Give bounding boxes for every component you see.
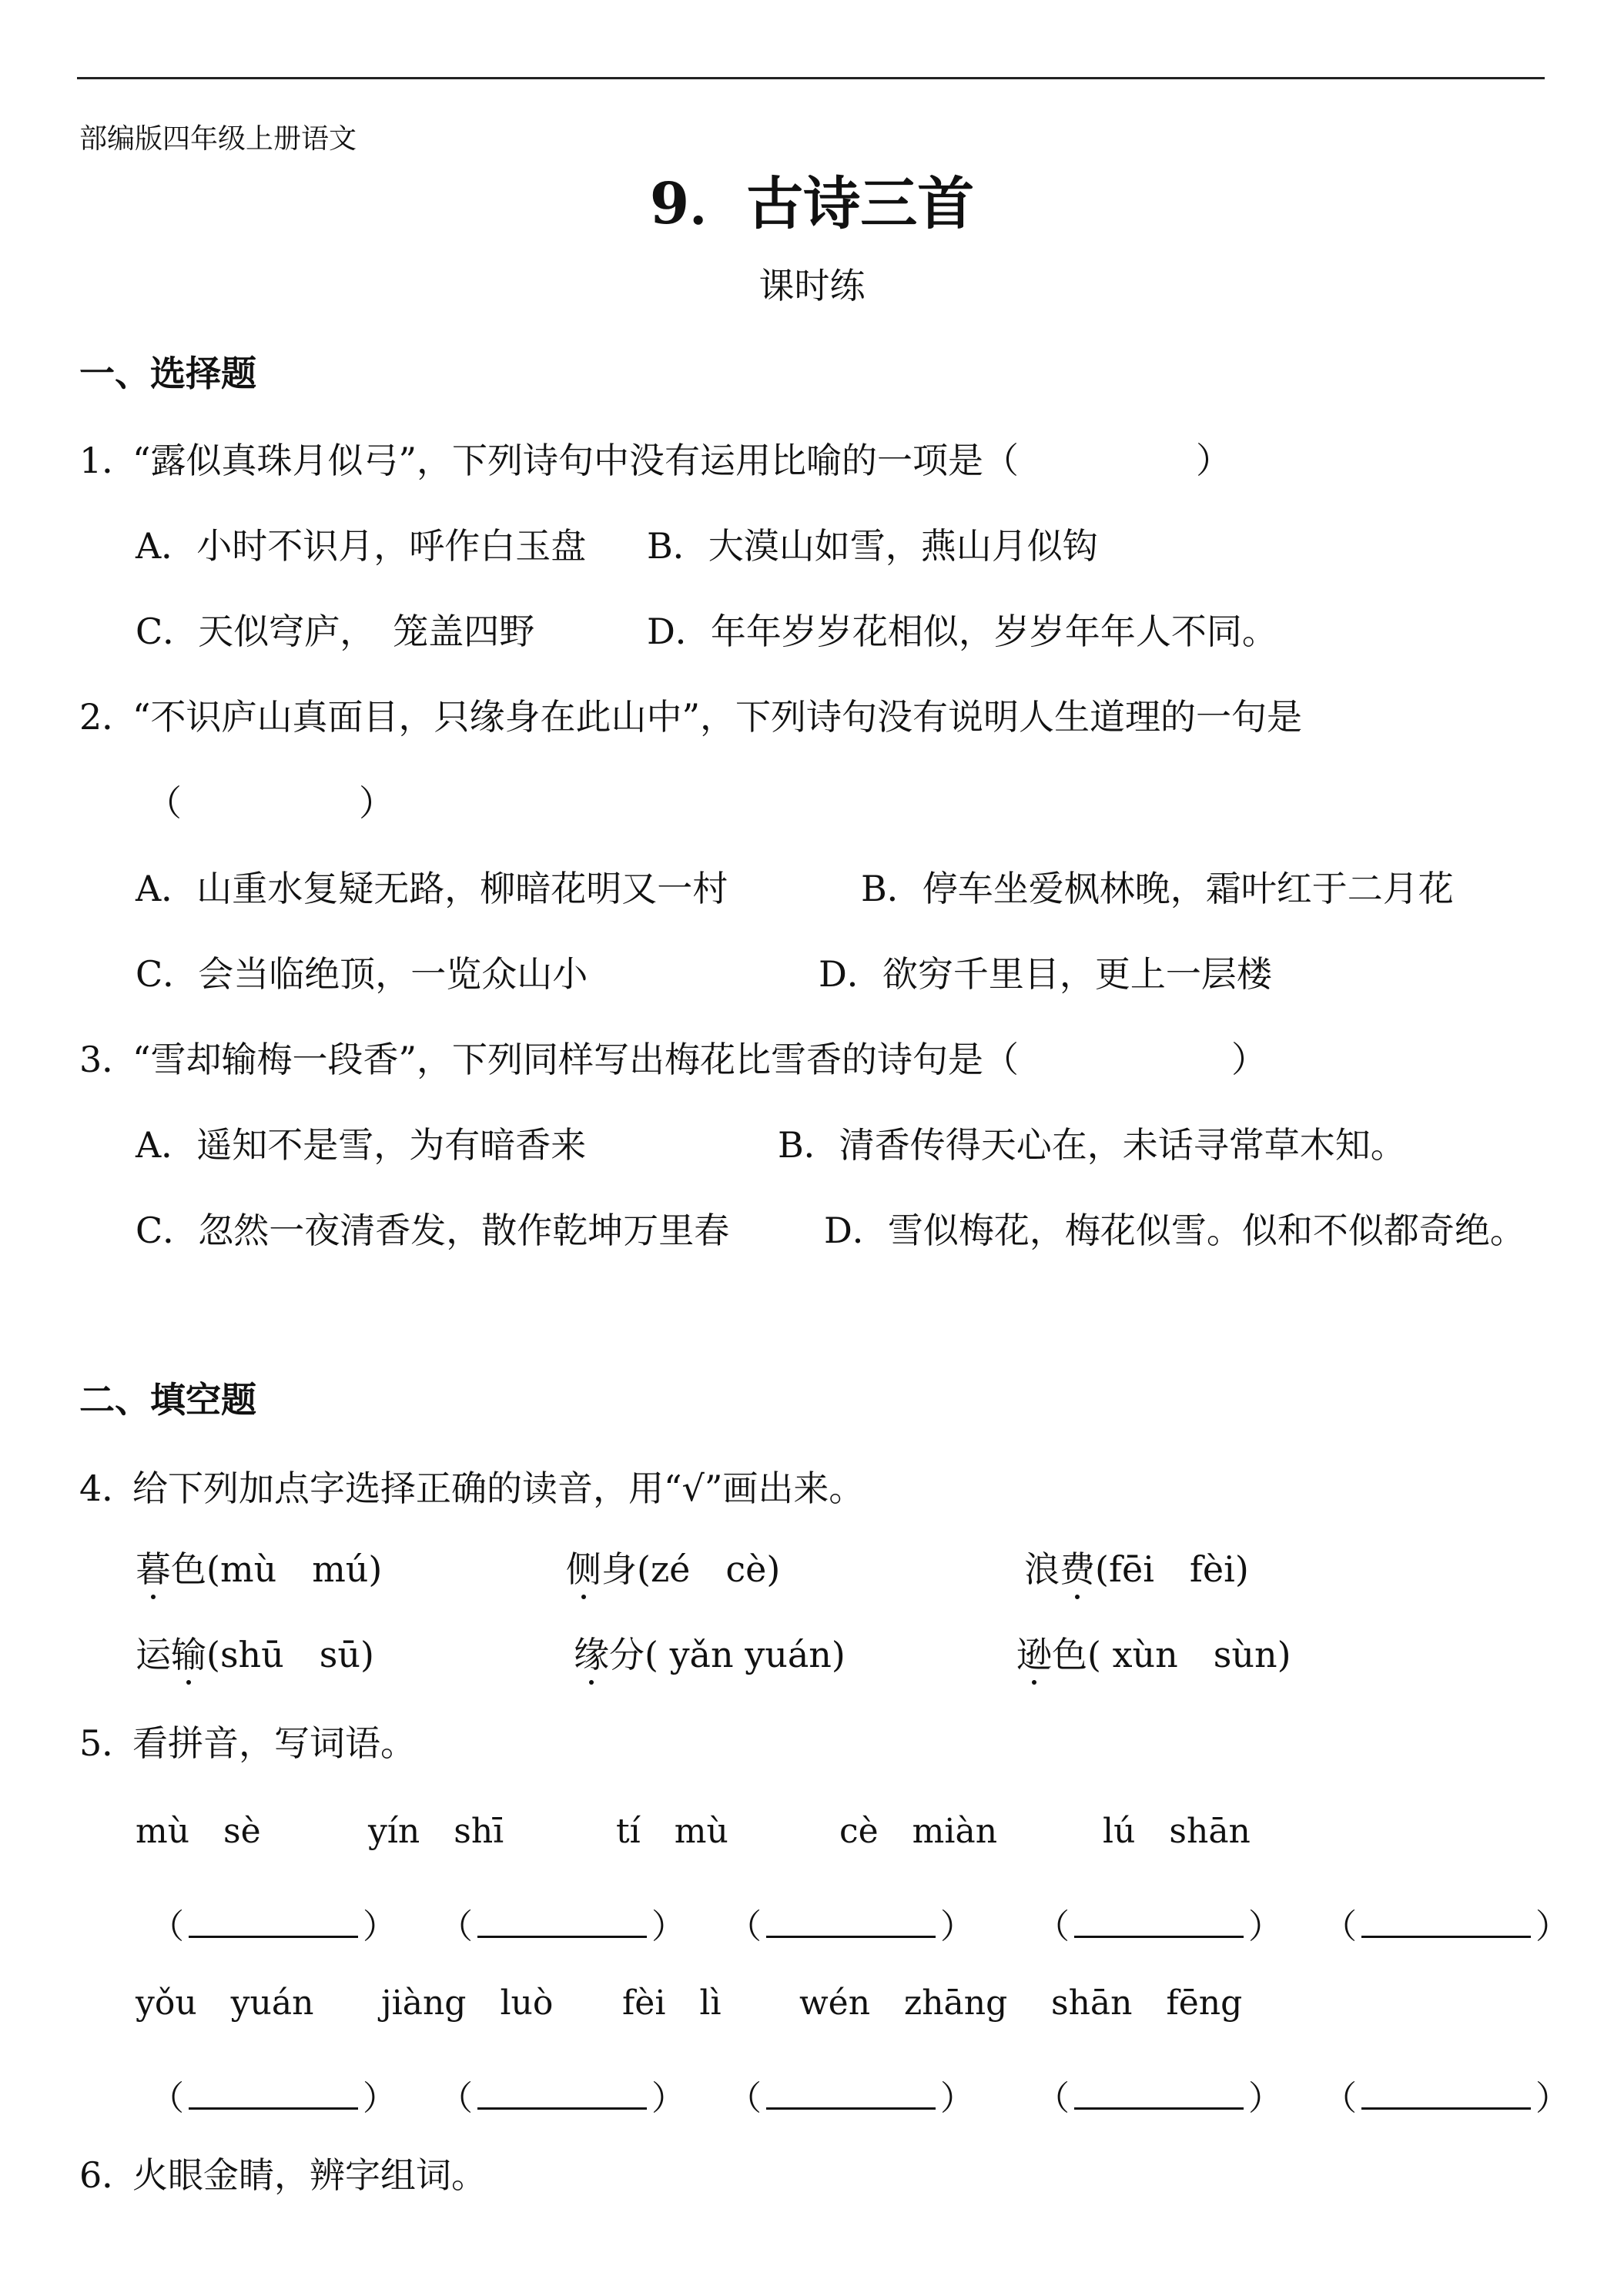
q2-option-a: A．山重水复疑无路，柳暗花明又一村: [136, 868, 728, 909]
dotted-char: 输: [171, 1634, 206, 1675]
q1-option-b: B．大漠山如雪，燕山月似钩: [647, 525, 1098, 567]
q2-number: 2．: [79, 696, 138, 738]
answer-blank[interactable]: （ ）: [150, 2079, 397, 2118]
q6-number: 6．: [79, 2154, 138, 2196]
q3-option-c: C．忽然一夜清香发，散作乾坤万里春: [136, 1210, 730, 1251]
pinyin-item: jiàng luò: [381, 1983, 554, 2023]
q3-option-b: B．清香传得天心在，未话寻常草木知。: [778, 1124, 1406, 1166]
q5-stem: 看拼音，写词语。: [132, 1722, 416, 1764]
section-choice-heading: 一、选择题: [79, 353, 256, 394]
q4-item: 逊色( xùn sùn): [1016, 1634, 1291, 1675]
header-label: 部编版四年级上册语文: [79, 123, 357, 155]
pinyin-item: mù sè: [136, 1812, 261, 1851]
answer-blank[interactable]: （ ）: [1036, 2079, 1282, 2118]
dotted-char: 费: [1060, 1548, 1095, 1590]
pinyin-item: cè miàn: [839, 1812, 998, 1851]
dotted-char: 侧: [566, 1548, 601, 1590]
q2-stem: “不识庐山真面目，只缘身在此山中”，下列诗句没有说明人生道理的一句是: [132, 696, 1303, 738]
q1-stem: “露似真珠月似弓”，下列诗句中没有运用比喻的一项是（ ）: [132, 440, 1232, 481]
q1-option-c: C．天似穹庐， 笼盖四野: [136, 611, 535, 652]
q4-item: 浪费(fēi fèi): [1024, 1548, 1249, 1590]
answer-blank[interactable]: （ ）: [1323, 1907, 1569, 1946]
q4-stem: 给下列加点字选择正确的读音，用“√”画出来。: [132, 1468, 865, 1509]
q1-option-a: A．小时不识月，呼作白玉盘: [136, 525, 587, 567]
q2-option-b: B．停车坐爱枫林晚，霜叶红于二月花: [861, 868, 1454, 909]
pinyin-item: yǒu yuán: [136, 1983, 314, 2023]
answer-blank[interactable]: （ ）: [439, 2079, 685, 2118]
q4-item: 运输(shū sū): [136, 1634, 374, 1675]
q4-item: 侧身(zé cè): [566, 1548, 781, 1590]
q2-option-d: D．欲穷千里目，更上一层楼: [819, 953, 1272, 995]
q3-option-a: A．遥知不是雪，为有暗香来: [136, 1124, 587, 1166]
answer-blank[interactable]: （ ）: [728, 2079, 974, 2118]
q2-answer-paren: （ ）: [146, 782, 394, 824]
pinyin-item: yín shī: [368, 1812, 504, 1851]
answer-blank[interactable]: （ ）: [1323, 2079, 1569, 2118]
answer-blank[interactable]: （ ）: [439, 1907, 685, 1946]
q3-stem: “雪却输梅一段香”，下列同样写出梅花比雪香的诗句是（ ）: [132, 1039, 1267, 1080]
answer-blank[interactable]: （ ）: [150, 1907, 397, 1946]
dotted-char: 逊: [1016, 1634, 1052, 1675]
q4-number: 4．: [79, 1468, 138, 1509]
dotted-char: 缘: [574, 1634, 609, 1675]
q1-option-d: D．年年岁岁花相似，岁岁年年人不同。: [647, 611, 1277, 652]
pinyin-item: wén zhāng: [799, 1983, 1008, 2023]
page-subtitle: 课时练: [758, 265, 866, 306]
q3-option-d: D．雪似梅花，梅花似雪。似和不似都奇绝。: [824, 1210, 1525, 1251]
section-fill-heading: 二、填空题: [79, 1379, 256, 1421]
q4-item: 暮色(mù mú): [136, 1548, 383, 1590]
q6-stem: 火眼金睛，辨字组词。: [132, 2154, 487, 2196]
pinyin-item: shān fēng: [1051, 1983, 1243, 2023]
q1-number: 1．: [79, 440, 138, 481]
pinyin-item: lú shān: [1103, 1812, 1251, 1851]
q5-number: 5．: [79, 1722, 138, 1764]
pinyin-item: tí mù: [616, 1812, 728, 1851]
top-rule: [77, 77, 1545, 79]
q4-item: 缘分( yǎn yuán): [574, 1634, 845, 1675]
q2-option-c: C．会当临绝顶，一览众山小: [136, 953, 588, 995]
q3-number: 3．: [79, 1039, 138, 1080]
answer-blank[interactable]: （ ）: [728, 1907, 974, 1946]
dotted-char: 暮: [136, 1548, 171, 1590]
pinyin-item: fèi lì: [622, 1983, 722, 2023]
page-title: 9．古诗三首: [649, 171, 975, 237]
answer-blank[interactable]: （ ）: [1036, 1907, 1282, 1946]
